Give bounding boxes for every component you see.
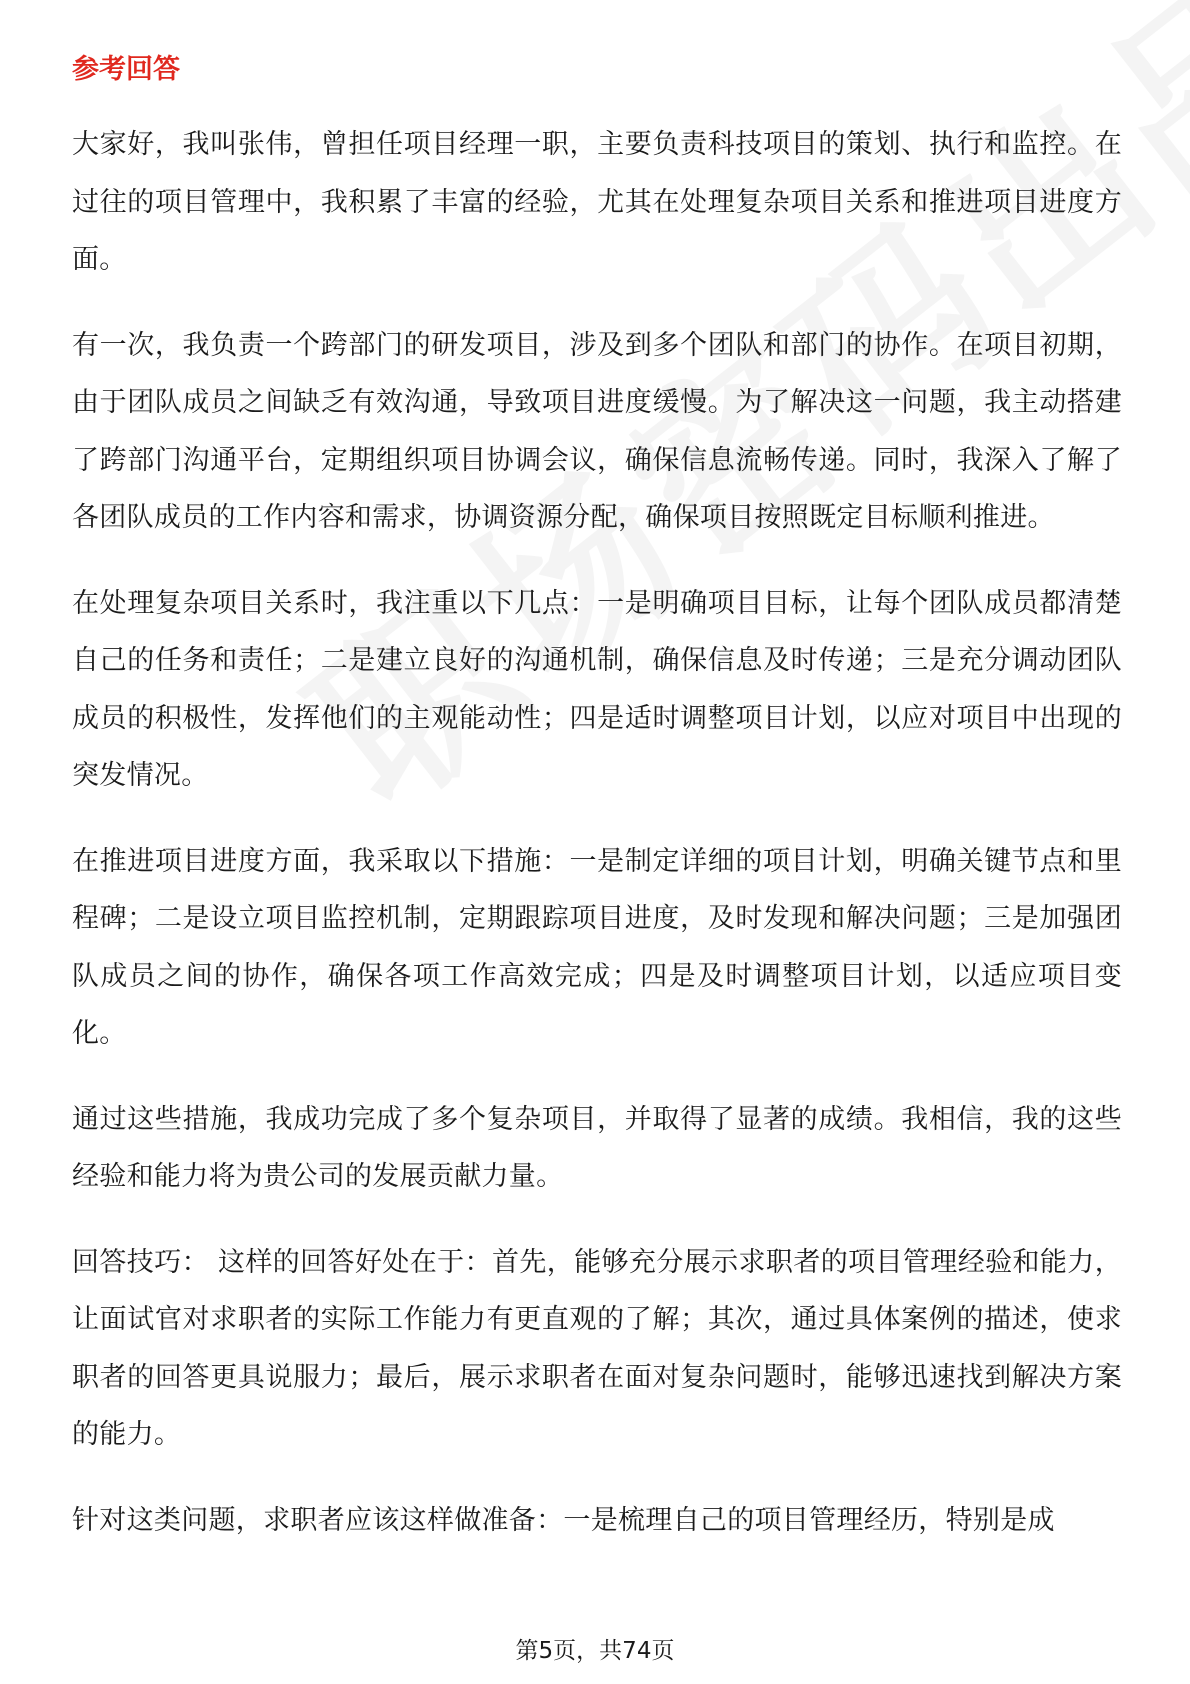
paragraph-intro: 大家好，我叫张伟，曾担任项目经理一职，主要负责科技项目的策划、执行和监控。在过往的项目管理中，我积累了丰富的经验，尤其在处理复杂项目关系和推进项目进度方面。 (72, 129, 1122, 275)
section-heading: 参考回答 (72, 54, 180, 85)
paragraph-tips: 回答技巧： 这样的回答好处在于：首先，能够充分展示求职者的项目管理经验和能力，让面试官对求职者的实际工作能力有更直观的了解；其次，通过具体案例的描述，使求职者的回答更具说服力；最后，展示求职者在面对复杂问题时，能够迅速找到解决方案的能力。 (72, 1246, 1122, 1450)
paragraph-preparation: 针对这类问题，求职者应该这样做准备：一是梳理自己的项目管理经历，特别是成 (72, 1504, 1055, 1536)
paragraph-conclusion: 通过这些措施，我成功完成了多个复杂项目，并取得了显著的成绩。我相信，我的这些经验和能力将为贵公司的发展贡献力量。 (72, 1103, 1122, 1192)
paragraph-progress: 在推进项目进度方面，我采取以下措施：一是制定详细的项目计划，明确关键节点和里程碑；二是设立项目监控机制，定期跟踪项目进度，及时发现和解决问题；三是加强团队成员之间的协作，确保各项工作高效完成；四是及时调整项目计划，以适应项目变化。 (72, 845, 1122, 1049)
paragraph-case: 有一次，我负责一个跨部门的研发项目，涉及到多个团队和部门的协作。在项目初期，由于团队成员之间缺乏有效沟通，导致项目进度缓慢。为了解决这一问题，我主动搭建了跨部门沟通平台，定期组织项目协调会议，确保信息流畅传递。同时，我深入了解了各团队成员的工作内容和需求，协调资源分配，确保项目按照既定目标顺利推进。 (72, 329, 1122, 533)
document-body (72, 50, 1122, 1577)
page-number: 第5页，共74页 (515, 1638, 675, 1664)
paragraph-relations: 在处理复杂项目关系时，我注重以下几点：一是明确项目目标，让每个团队成员都清楚自己的任务和责任；二是建立良好的沟通机制，确保信息及时传递；三是充分调动团队成员的积极性，发挥他们的主观能动性；四是适时调整项目计划，以应对项目中出现的突发情况。 (72, 587, 1122, 791)
